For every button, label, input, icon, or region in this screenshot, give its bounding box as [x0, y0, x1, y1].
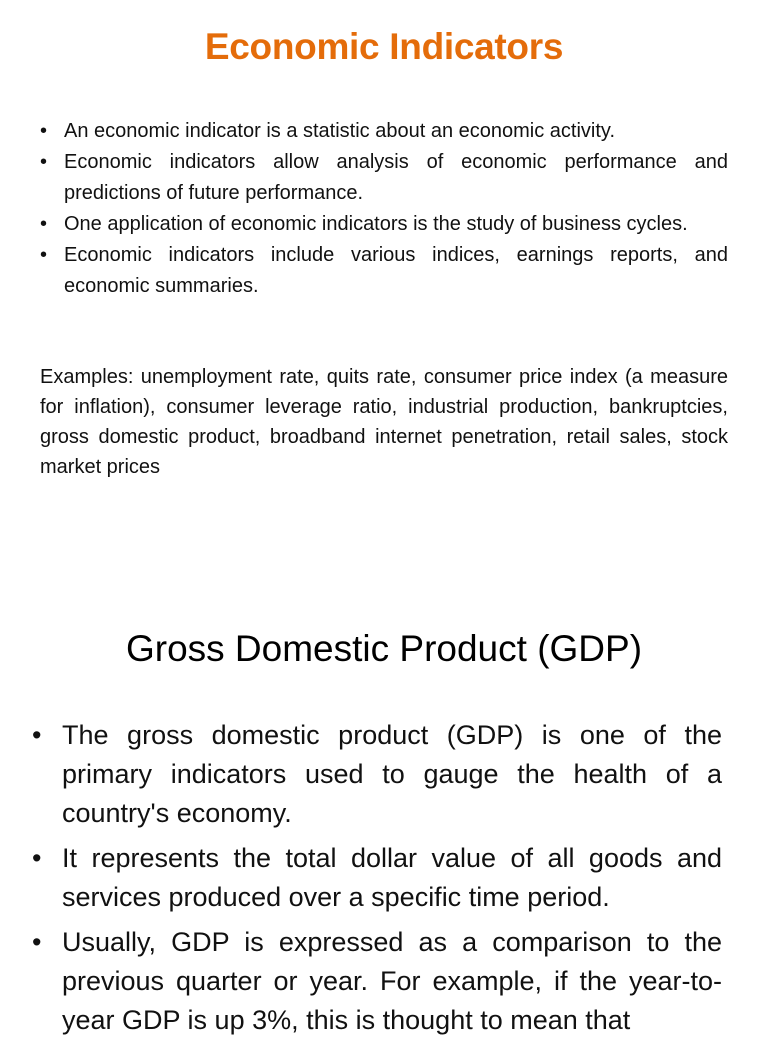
bullet-item: • The gross domestic product (GDP) is one of the primary indicators used to gauge the health of a country's economy.: [32, 716, 722, 833]
bullet-item: • Usually, GDP is expressed as a comparison to the previous quarter or year. For example, if the year-to-year GDP is up 3%, this is thought to mean that: [32, 923, 722, 1040]
bullet-list: [40, 116, 728, 302]
slide-title: Economic Indicators: [204, 26, 564, 67]
examples-paragraph: Examples: unemployment rate, quits rate, consumer price index (a measure for inflation), consumer leverage ratio, industrial production, bankruptcies, gross domestic product, broadband internet penetration, retail sales, stock market prices: [40, 366, 728, 478]
slide-economic-indicators: [0, 0, 768, 520]
bullet-item: • An economic indicator is a statistic about an economic activity.: [40, 116, 728, 147]
bullet-item: • It represents the total dollar value of all goods and services produced over a specific time period.: [32, 839, 722, 917]
bullet-list: [32, 716, 722, 1046]
slide-title: Gross Domestic Product (GDP): [125, 628, 643, 669]
bullet-item: • Economic indicators allow analysis of economic performance and predictions of future performance.: [40, 147, 728, 209]
bullet-item: • Economic indicators include various indices, earnings reports, and economic summaries.: [40, 240, 728, 302]
bullet-item: • One application of economic indicators is the study of business cycles.: [40, 209, 728, 240]
slide-gdp: [0, 600, 768, 1035]
